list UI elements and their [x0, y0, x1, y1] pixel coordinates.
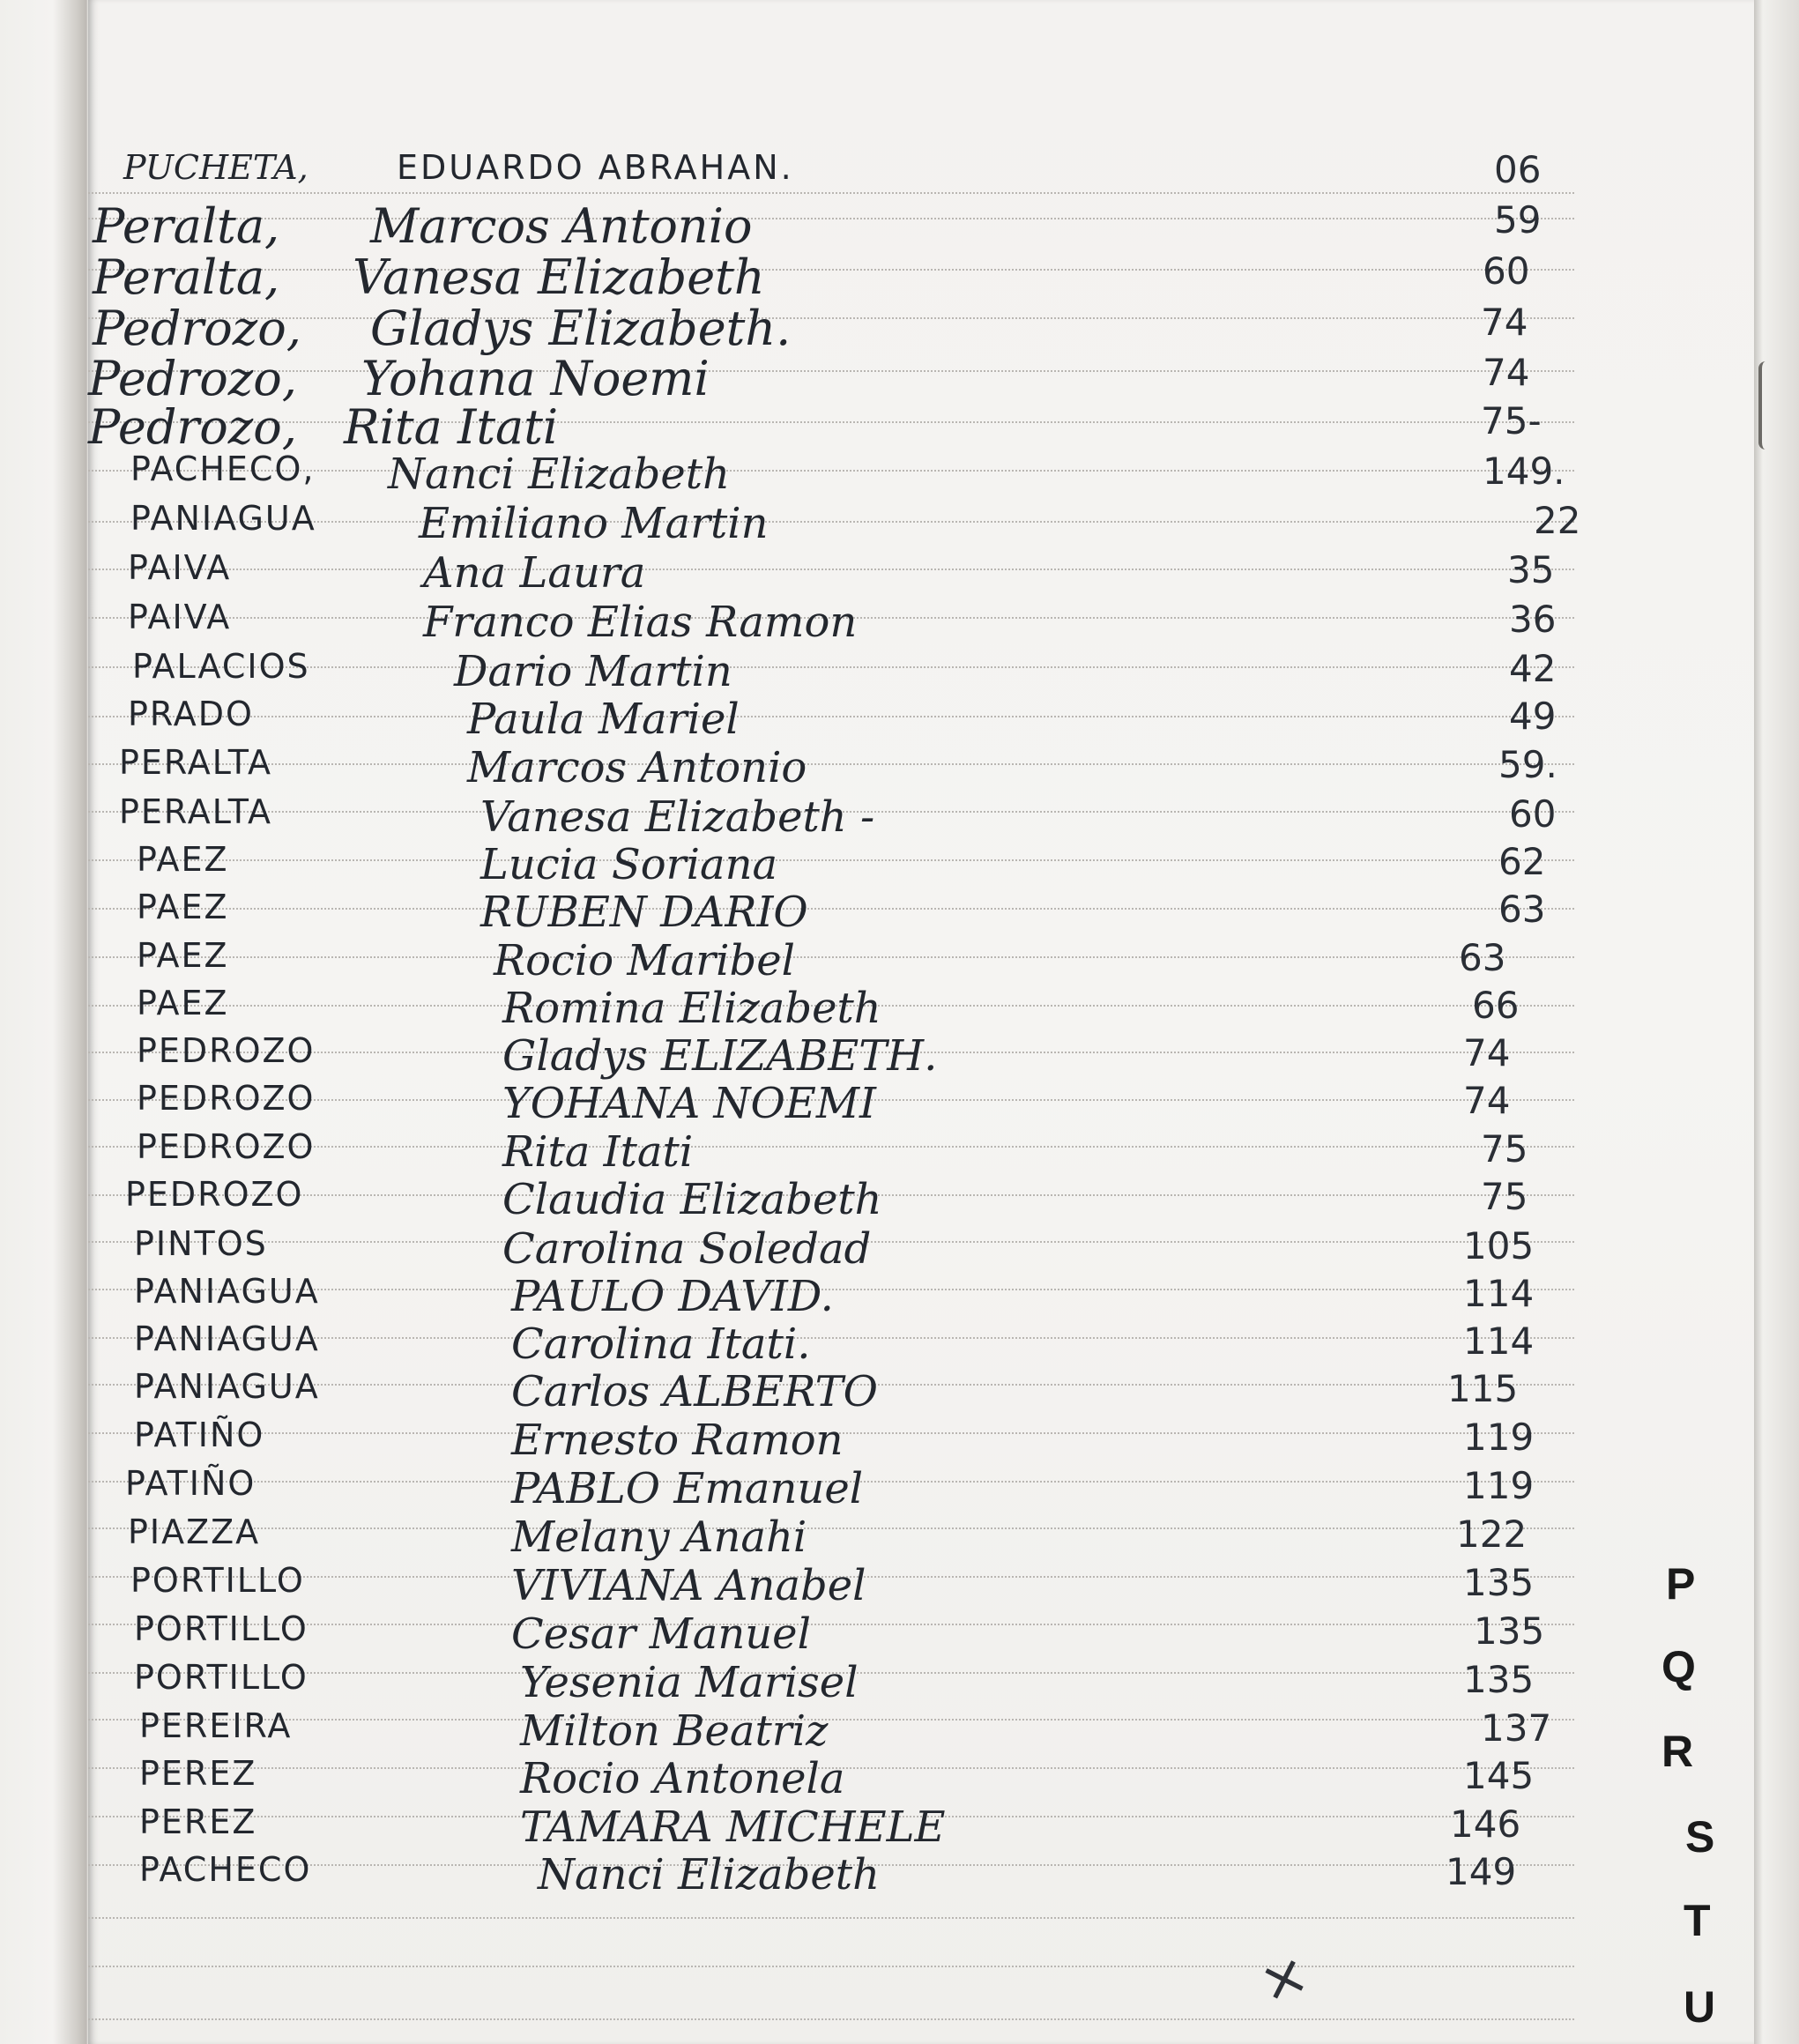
entry-page-number: 149: [1446, 1850, 1517, 1893]
entry-page-number: 75: [1481, 1127, 1528, 1171]
entry-page-number: 60: [1483, 249, 1530, 293]
list-item: [88, 1464, 1675, 1513]
entry-surname: PANIAGUA: [134, 1272, 320, 1311]
entry-given-names: RUBEN DARIO: [480, 888, 808, 937]
entry-page-number: 119: [1463, 1464, 1535, 1507]
entry-page-number: 35: [1507, 548, 1555, 591]
entry-given-names: Romina Elizabeth: [502, 984, 881, 1033]
entry-surname: PEDROZO: [137, 1127, 316, 1166]
entry-page-number: 114: [1463, 1319, 1535, 1363]
index-tab-letter[interactable]: S: [1685, 1812, 1715, 1862]
list-item: [88, 1367, 1675, 1416]
list-item: [88, 598, 1675, 647]
list-item: [88, 1754, 1675, 1803]
entry-surname: Peralta,: [93, 249, 280, 305]
list-item: [88, 1513, 1675, 1562]
entry-surname: PACHECO: [139, 1850, 312, 1889]
list-item: [88, 1561, 1675, 1610]
list-item: [88, 1224, 1675, 1274]
entry-page-number: 42: [1509, 647, 1557, 690]
index-tab-letter[interactable]: R: [1661, 1727, 1694, 1776]
entry-given-names: PAULO DAVID.: [511, 1272, 834, 1321]
index-tab-letter[interactable]: T: [1684, 1896, 1711, 1945]
index-tab-letter[interactable]: U: [1684, 1982, 1716, 2032]
entry-given-names: Lucia Soriana: [480, 840, 778, 889]
entry-given-names: Rita Itati: [344, 399, 559, 455]
entry-surname: Pedrozo,: [88, 351, 297, 406]
entry-surname: PUCHETA,: [123, 148, 309, 187]
list-item: [88, 936, 1675, 985]
entry-given-names: Ana Laura: [423, 548, 646, 598]
entry-surname: PAIVA: [128, 598, 232, 636]
entry-given-names: Melany Anahi: [511, 1513, 807, 1562]
list-item: [88, 984, 1675, 1033]
ruled-line: [88, 1966, 1574, 1967]
entry-given-names: Yesenia Marisel: [520, 1658, 859, 1707]
ruled-line: [88, 1917, 1574, 1919]
list-item: [88, 1850, 1675, 1899]
list-item: [88, 1031, 1675, 1081]
entry-page-number: 146: [1450, 1802, 1521, 1846]
entry-page-number: 74: [1463, 1031, 1511, 1074]
list-item: [88, 1319, 1675, 1369]
entry-surname: PORTILLO: [134, 1658, 309, 1697]
list-item: [88, 548, 1675, 598]
entry-given-names: Yohana Noemi: [361, 351, 710, 406]
entry-given-names: PABLO Emanuel: [511, 1464, 864, 1513]
page-edge-bracket: [1758, 361, 1771, 450]
entry-surname: PAEZ: [137, 984, 229, 1022]
list-item: [88, 301, 1675, 356]
entry-given-names: Milton Beatriz: [520, 1706, 829, 1756]
entry-given-names: Carolina Soledad: [502, 1224, 872, 1274]
list-item: [88, 1175, 1675, 1224]
list-item: [88, 499, 1675, 548]
entry-given-names: Ernesto Ramon: [511, 1416, 844, 1465]
list-item: [88, 888, 1675, 937]
list-item: [88, 1802, 1675, 1852]
entry-page-number: 59.: [1498, 743, 1557, 786]
entry-surname: PANIAGUA: [134, 1367, 320, 1406]
entry-page-number: 135: [1474, 1609, 1545, 1653]
entry-page-number: 115: [1447, 1367, 1519, 1410]
entry-page-number: 135: [1463, 1561, 1535, 1604]
entry-given-names: VIVIANA Anabel: [511, 1561, 866, 1610]
list-item: [88, 351, 1675, 406]
entry-given-names: YOHANA NOEMI: [502, 1079, 876, 1128]
entry-page-number: 66: [1472, 984, 1520, 1027]
entry-given-names: Carolina Itati.: [511, 1319, 811, 1369]
entry-given-names: Cesar Manuel: [511, 1609, 811, 1659]
list-item: [88, 743, 1675, 792]
entry-surname: PALACIOS: [132, 647, 310, 686]
entry-page-number: 137: [1481, 1706, 1552, 1750]
entry-surname: PERALTA: [119, 743, 272, 782]
entry-page-number: 63: [1459, 936, 1506, 979]
list-item: [88, 792, 1675, 842]
entry-surname: PRADO: [128, 695, 254, 733]
entry-surname: PAEZ: [137, 936, 229, 975]
list-item: [88, 840, 1675, 889]
entry-page-number: 135: [1463, 1658, 1535, 1701]
paper-sheet: [88, 0, 1754, 2044]
list-item: [88, 1079, 1675, 1128]
list-item: [88, 647, 1675, 696]
entry-page-number: 105: [1463, 1224, 1535, 1267]
entry-page-number: 149.: [1483, 450, 1565, 493]
list-item: [88, 249, 1675, 305]
entry-given-names: Vanesa Elizabeth: [353, 249, 765, 305]
entry-given-names: Claudia Elizabeth: [502, 1175, 882, 1224]
entry-surname: PEREIRA: [139, 1706, 293, 1745]
list-item: [88, 1658, 1675, 1707]
entry-given-names: Rita Itati: [502, 1127, 694, 1177]
entry-given-names: Carlos ALBERTO: [511, 1367, 878, 1416]
entry-surname: PEDROZO: [137, 1031, 316, 1070]
entry-given-names: EDUARDO ABRAHAN.: [397, 148, 794, 187]
entry-surname: PINTOS: [134, 1224, 268, 1263]
list-item: [88, 1609, 1675, 1659]
entry-surname: PATIÑO: [125, 1464, 256, 1503]
entry-surname: PIAZZA: [128, 1513, 261, 1551]
entry-given-names: Gladys Elizabeth.: [370, 301, 792, 356]
entry-surname: PAEZ: [137, 888, 229, 926]
index-tab-letter[interactable]: Q: [1661, 1642, 1696, 1691]
entry-surname: Pedrozo,: [88, 399, 297, 455]
entry-page-number: 22: [1534, 499, 1581, 542]
entry-given-names: Franco Elias Ramon: [423, 598, 858, 647]
entry-given-names: Emiliano Martin: [419, 499, 769, 548]
entry-page-number: 74: [1483, 351, 1530, 394]
entry-page-number: 62: [1498, 840, 1546, 883]
entry-given-names: Rocio Antonela: [520, 1754, 845, 1803]
entry-page-number: 75: [1481, 1175, 1528, 1218]
entry-page-number: 119: [1463, 1416, 1535, 1459]
pen-mark-x: ×: [1251, 1940, 1317, 2018]
list-item: [88, 1706, 1675, 1756]
entry-given-names: Marcos Antonio: [467, 743, 807, 792]
entry-given-names: Dario Martin: [454, 647, 732, 696]
list-item: [88, 1416, 1675, 1465]
entry-given-names: Paula Mariel: [467, 695, 740, 744]
entry-page-number: 74: [1481, 301, 1528, 344]
entry-page-number: 06: [1494, 148, 1542, 191]
list-item: [88, 695, 1675, 744]
entry-page-number: 49: [1509, 695, 1557, 738]
entry-surname: PANIAGUA: [134, 1319, 320, 1358]
entry-surname: PATIÑO: [134, 1416, 265, 1454]
entry-surname: PEREZ: [139, 1802, 257, 1841]
entry-surname: PAEZ: [137, 840, 229, 879]
entry-surname: PEDROZO: [137, 1079, 316, 1118]
entry-page-number: 75-: [1481, 399, 1542, 442]
entry-surname: PANIAGUA: [130, 499, 316, 538]
list-item: [88, 148, 1675, 197]
list-item: [88, 1272, 1675, 1321]
entry-given-names: Rocio Maribel: [494, 936, 795, 985]
list-item: [88, 1127, 1675, 1177]
entry-page-number: 114: [1463, 1272, 1535, 1315]
list-item: [88, 399, 1675, 455]
list-item: [88, 450, 1675, 499]
entry-surname: PACHECO,: [130, 450, 316, 488]
entry-surname: Peralta,: [93, 198, 280, 254]
entry-page-number: 122: [1456, 1513, 1528, 1556]
list-item: [88, 198, 1675, 254]
index-tab-letter[interactable]: P: [1666, 1559, 1696, 1609]
entry-page-number: 63: [1498, 888, 1546, 931]
entry-given-names: Vanesa Elizabeth -: [480, 792, 875, 842]
entry-page-number: 145: [1463, 1754, 1535, 1797]
entry-surname: PORTILLO: [134, 1609, 309, 1648]
entry-page-number: 74: [1463, 1079, 1511, 1122]
entry-surname: PEREZ: [139, 1754, 257, 1793]
entry-given-names: Nanci Elizabeth: [538, 1850, 881, 1899]
entry-given-names: Marcos Antonio: [370, 198, 753, 254]
entry-page-number: 60: [1509, 792, 1557, 836]
entry-given-names: Gladys ELIZABETH.: [502, 1031, 938, 1081]
entry-surname: Pedrozo,: [93, 301, 301, 356]
ruled-line: [88, 2018, 1574, 2020]
entry-surname: PERALTA: [119, 792, 272, 831]
entry-page-number: 36: [1509, 598, 1557, 641]
entry-given-names: Nanci Elizabeth: [388, 450, 731, 499]
entry-surname: PAIVA: [128, 548, 232, 587]
entry-page-number: 59: [1494, 198, 1542, 242]
entry-surname: PEDROZO: [125, 1175, 304, 1214]
entry-surname: PORTILLO: [130, 1561, 305, 1600]
entry-given-names: TAMARA MICHELE: [520, 1802, 946, 1852]
